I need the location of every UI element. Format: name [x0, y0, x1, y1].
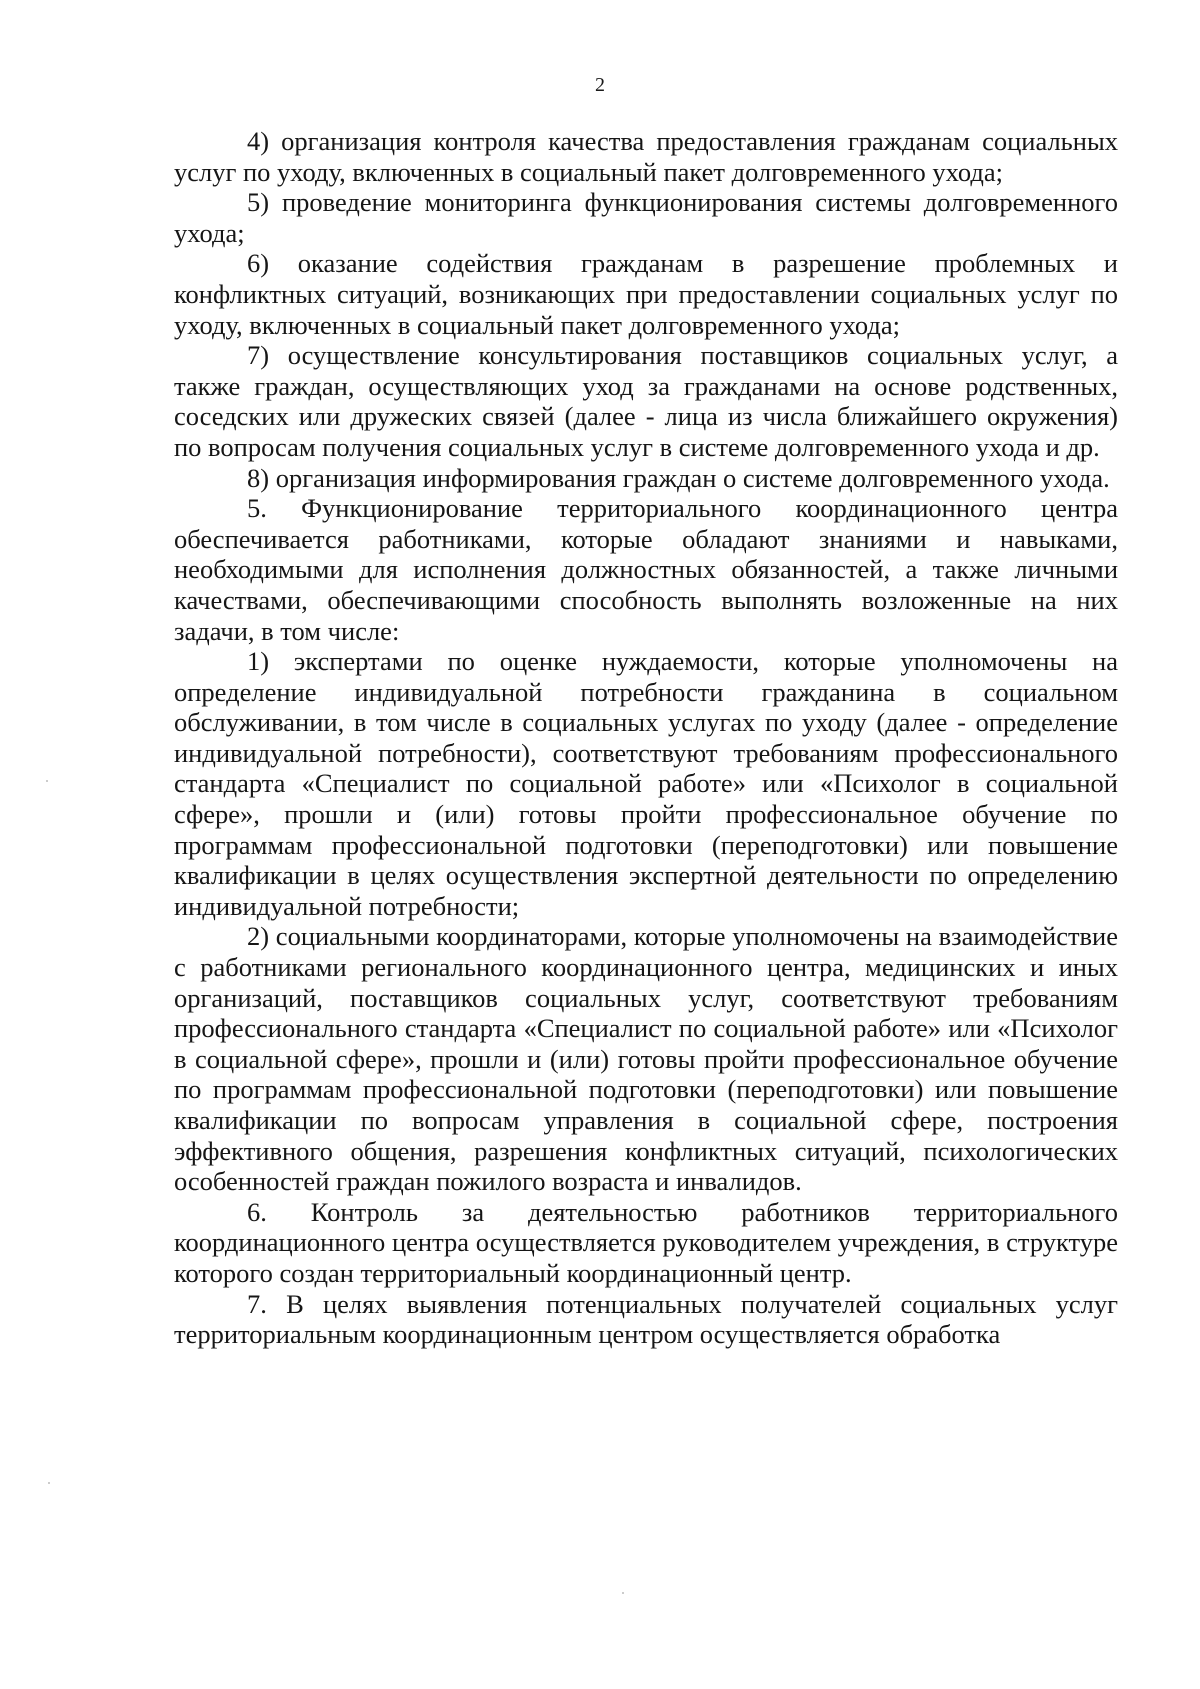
scan-artifact-dot: [622, 1592, 624, 1594]
paragraph-clause-7: 7. В целях выявления потенциальных получателей социальных услуг территориальным координационным центром осуществляется обработка: [174, 1288, 1118, 1350]
document-body: [174, 126, 1118, 1350]
paragraph-item-8: 8) организация информирования граждан о системе долговременного ухода.: [247, 462, 1110, 493]
paragraph-item-4: 4) организация контроля качества предоставления гражданам социальных услуг по уходу, включенных в социальный пакет долговременного ухода;: [174, 126, 1118, 187]
paragraph-clause-5-item-2: 2) социальными координаторами, которые уполномочены на взаимодействие с работниками регионального координационного центра, медицинских и иных организаций, поставщиков социальных услуг, соответствуют требованиям профессионального стандарта «Специалист по социальной работе» или «Психолог в социальной сфере», прошли и (или) готовы пройти профессиональное обучение по программам профессиональной подготовки (переподготовки) или повышение квалификации по вопросам управления в социальной сфере, построения эффективного общения, разрешения конфликтных ситуаций, психологических особенностей граждан пожилого возраста и инвалидов.: [174, 921, 1118, 1197]
scan-artifact-dot: [46, 780, 48, 782]
scan-artifact-dot: [48, 1482, 50, 1484]
paragraph-item-6: 6) оказание содействия гражданам в разрешение проблемных и конфликтных ситуаций, возникающих при предоставлении социальных услуг по уходу, включенных в социальный пакет долговременного ухода;: [174, 248, 1118, 340]
paragraph-clause-5-item-1: 1) экспертами по оценке нуждаемости, которые уполномочены на определение индивидуальной потребности гражданина в социальном обслуживании, в том числе в социальных услугах по уходу (далее - определение индивидуальной потребности), соответствуют требованиям профессионального стандарта «Специалист по социальной работе» или «Психолог в социальной сфере», прошли и (или) готовы пройти профессиональное обучение по программам профессиональной подготовки (переподготовки) или повышение квалификации в целях осуществления экспертной деятельности по определению индивидуальной потребности;: [174, 646, 1118, 921]
page-number: 2: [595, 74, 605, 96]
paragraph-item-7: 7) осуществление консультирования поставщиков социальных услуг, а также граждан, осуществляющих уход за гражданами на основе родственных, соседских или дружеских связей (далее - лица из числа ближайшего окружения) по вопросам получения социальных услуг в системе долговременного ухода и др.: [174, 340, 1118, 462]
paragraph-clause-5: 5. Функционирование территориального координационного центра обеспечивается работниками, которые обладают знаниями и навыками, необходимыми для исполнения должностных обязанностей, а также личными качествами, обеспечивающими способность выполнять возложенные на них задачи, в том числе:: [174, 493, 1118, 646]
paragraph-clause-6: 6. Контроль за деятельностью работников территориального координационного центра осуществляется руководителем учреждения, в структуре которого создан территориальный координационный центр.: [174, 1196, 1118, 1288]
paragraph-item-5: 5) проведение мониторинга функционирования системы долговременного ухода;: [174, 187, 1118, 248]
